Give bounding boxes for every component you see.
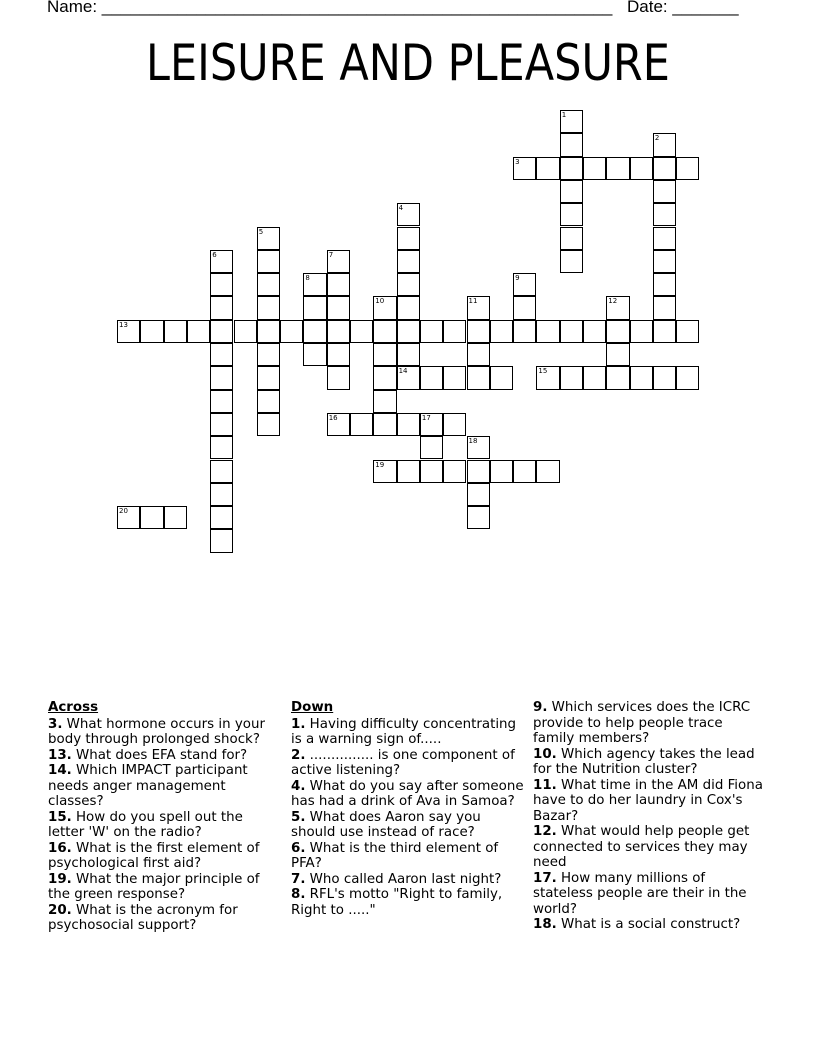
crossword-cell[interactable] [490,366,513,389]
clue-text: What does EFA stand for? [71,747,248,763]
clue-item [291,717,526,748]
crossword-cell[interactable] [606,296,629,319]
across-heading: Across [48,700,99,715]
clue-number: 7. [291,871,306,887]
crossword-cell[interactable] [560,320,583,343]
crossword-cell[interactable] [373,343,396,366]
clue-number-label: 15 [538,367,548,376]
crossword-cell[interactable] [560,157,583,180]
clue-text: What do you say after someone has had a drink of Ava in Samoa? [291,778,524,809]
clue-number: 16. [48,840,72,856]
crossword-cell[interactable] [140,320,163,343]
crossword-cell[interactable] [420,413,443,436]
clue-item [291,810,526,841]
crossword-cell[interactable] [397,320,420,343]
crossword-cell[interactable] [303,320,326,343]
clue-text: What is the acronym for psychosocial support? [48,902,238,933]
crossword-cell[interactable] [397,413,420,436]
crossword-cell[interactable] [234,320,257,343]
crossword-cell[interactable] [630,157,653,180]
crossword-cell[interactable] [397,227,420,250]
clue-number-label: 8 [305,274,310,283]
crossword-cell[interactable] [676,157,699,180]
crossword-cell[interactable] [210,320,233,343]
page-title: LEISURE AND PLEASURE [146,34,670,92]
clue-number-label: 17 [421,413,431,422]
clue-text: How many millions of stateless people are their in the world? [533,870,747,917]
crossword-cell[interactable] [327,320,350,343]
clue-number-label: 11 [468,297,478,306]
crossword-cell[interactable] [583,157,606,180]
crossword-cell[interactable] [653,296,676,319]
clue-number: 1. [291,716,306,732]
crossword-cell[interactable] [257,343,280,366]
crossword-cell[interactable] [560,133,583,156]
crossword-cell[interactable] [676,320,699,343]
clue-text: How do you spell out the letter 'W' on the radio? [48,809,243,840]
crossword-cell[interactable] [606,366,629,389]
crossword-cell[interactable] [467,436,490,459]
clue-item [48,841,283,872]
clue-text: What is the first element of psychological first aid? [48,840,260,871]
crossword-cell[interactable] [164,320,187,343]
crossword-cell[interactable] [373,460,396,483]
crossword-cell[interactable] [257,227,280,250]
clue-text: What is a social construct? [556,917,741,932]
crossword-cell[interactable] [303,343,326,366]
crossword-cell[interactable] [373,320,396,343]
clue-item [48,763,283,810]
crossword-cell[interactable] [560,203,583,226]
clue-number: 3. [48,716,63,732]
clue-text: What the major principle of the green response? [48,871,260,902]
clue-item [48,717,283,748]
crossword-cell[interactable] [373,366,396,389]
crossword-cell[interactable] [210,483,233,506]
down-clues-continued [533,700,765,933]
clue-number: 20. [48,902,72,918]
crossword-cell[interactable] [257,273,280,296]
clue-text: What would help people get connected to services they may need [533,824,750,870]
crossword-cell[interactable] [536,366,559,389]
crossword-cell[interactable] [490,320,513,343]
clue-item [291,887,526,918]
crossword-cell[interactable] [257,250,280,273]
crossword-cell[interactable] [210,343,233,366]
crossword-cell[interactable] [140,506,163,529]
clue-item [533,778,765,825]
clue-item [48,872,283,903]
clue-item [291,779,526,810]
crossword-cell[interactable] [397,273,420,296]
clue-text: What does Aaron say you should use instead of race? [291,809,481,840]
clue-item [533,824,765,871]
crossword-cell[interactable] [257,296,280,319]
crossword-cell[interactable] [653,133,676,156]
clue-text: RFL's motto "Right to family, Right to ....." [291,887,503,918]
crossword-cell[interactable] [513,296,536,319]
crossword-cell[interactable] [676,366,699,389]
crossword-cell[interactable] [210,436,233,459]
crossword-cell[interactable] [630,366,653,389]
crossword-cell[interactable] [210,529,233,552]
clue-item [533,747,765,778]
crossword-cell[interactable] [187,320,210,343]
clue-item [533,700,765,747]
crossword-cell[interactable] [210,366,233,389]
crossword-cell[interactable] [513,273,536,296]
crossword-cell[interactable] [327,343,350,366]
clue-item [291,841,526,872]
clue-number-label: 3 [515,157,520,166]
clue-number: 10. [533,746,557,762]
crossword-cell[interactable] [210,460,233,483]
clue-number-label: 20 [119,507,128,516]
crossword-cell[interactable] [467,296,490,319]
crossword-cell[interactable] [560,227,583,250]
clue-item [533,871,765,918]
crossword-cell[interactable] [350,320,373,343]
clue-text: Which services does the ICRC provide to help people trace family members? [533,700,751,746]
crossword-cell[interactable] [630,320,653,343]
crossword-cell[interactable] [373,390,396,413]
crossword-cell[interactable] [653,273,676,296]
clue-text: Which agency takes the lead for the Nutrition cluster? [533,746,755,777]
crossword-cell[interactable] [210,296,233,319]
clue-text: What is the third element of PFA? [291,840,499,871]
crossword-cell[interactable] [467,506,490,529]
crossword-cell[interactable] [443,413,466,436]
clue-item [533,917,765,933]
clue-number: 9. [533,700,548,715]
clue-number: 5. [291,809,306,825]
crossword-cell[interactable] [327,273,350,296]
clue-number: 12. [533,824,557,839]
crossword-cell[interactable] [536,320,559,343]
crossword-cell[interactable] [467,483,490,506]
crossword-cell[interactable] [397,366,420,389]
clue-number: 18. [533,917,557,932]
clue-number-label: 5 [258,227,264,236]
crossword-cell[interactable] [583,366,606,389]
crossword-cell[interactable] [653,320,676,343]
crossword-cell[interactable] [397,460,420,483]
crossword-cell[interactable] [420,320,443,343]
clue-text: What time in the AM did Fiona have to do her laundry in Cox's Bazar? [533,777,763,824]
crossword-cell[interactable] [467,320,490,343]
clue-number-label: 16 [328,413,338,422]
clue-text: What hormone occurs in your body through prolonged shock? [48,716,265,747]
across-clues [48,700,283,934]
crossword-cell[interactable] [443,320,466,343]
clue-number-label: 2 [654,134,660,143]
crossword-cell[interactable] [420,436,443,459]
crossword-cell[interactable] [583,320,606,343]
crossword-cell[interactable] [257,413,280,436]
name-field-label[interactable]: Name: ______________________________________________________ [47,0,613,16]
crossword-cell[interactable] [350,413,373,436]
date-field-label[interactable]: Date: _______ [627,0,739,16]
clue-number-label: 19 [375,460,385,469]
crossword-cell[interactable] [606,157,629,180]
crossword-cell[interactable] [653,203,676,226]
clue-item [48,903,283,934]
crossword-cell[interactable] [397,250,420,273]
crossword-cell[interactable] [606,320,629,343]
crossword-cell[interactable] [303,273,326,296]
crossword-cell[interactable] [420,460,443,483]
crossword-cell[interactable] [210,506,233,529]
crossword-cell[interactable] [210,273,233,296]
crossword-cell[interactable] [210,413,233,436]
clue-number-label: 13 [119,320,128,329]
crossword-cell[interactable] [560,110,583,133]
clue-item [48,748,283,764]
clue-text: ............... is one component of active listening? [291,747,515,778]
crossword-cell[interactable] [327,250,350,273]
crossword-cell[interactable] [327,413,350,436]
crossword-cell[interactable] [257,390,280,413]
clue-number: 11. [533,777,557,793]
clue-item [48,810,283,841]
crossword-cell[interactable] [536,460,559,483]
crossword-cell[interactable] [467,366,490,389]
crossword-cell[interactable] [164,506,187,529]
clue-number: 14. [48,763,72,778]
clue-text: Who called Aaron last night? [305,871,502,887]
crossword-cell[interactable] [373,413,396,436]
crossword-cell[interactable] [443,460,466,483]
crossword-cell[interactable] [397,296,420,319]
crossword-cell[interactable] [653,157,676,180]
crossword-cell[interactable] [536,157,559,180]
crossword-cell[interactable] [653,366,676,389]
crossword-cell[interactable] [210,390,233,413]
crossword-cell[interactable] [373,296,396,319]
clue-item [291,748,526,779]
crossword-cell[interactable] [303,296,326,319]
clue-number: 2. [291,747,306,763]
clue-number: 17. [533,870,557,886]
crossword-cell[interactable] [513,460,536,483]
crossword-cell[interactable] [653,227,676,250]
clue-number: 8. [291,887,306,902]
clue-number-label: 7 [328,250,334,259]
crossword-cell[interactable] [560,180,583,203]
clue-item [291,872,526,888]
clue-number: 13. [48,747,72,763]
clue-number-label: 12 [608,297,618,306]
clue-number: 15. [48,809,72,825]
crossword-cell[interactable] [606,343,629,366]
clue-number-label: 10 [375,297,385,306]
crossword-cell[interactable] [210,250,233,273]
crossword-cell[interactable] [513,320,536,343]
crossword-cell[interactable] [467,460,490,483]
crossword-cell[interactable] [327,366,350,389]
clue-number-label: 6 [212,250,217,259]
clue-number-label: 18 [468,437,478,446]
clue-number: 19. [48,871,72,887]
clue-text: Having difficulty concentrating is a warning sign of..... [291,716,517,747]
crossword-cell[interactable] [280,320,303,343]
crossword-cell[interactable] [443,366,466,389]
clue-number-label: 14 [398,367,408,376]
clue-number-label: 4 [398,204,404,213]
crossword-cell[interactable] [117,320,140,343]
clue-text: Which IMPACT participant needs anger management classes? [48,763,248,809]
crossword-cell[interactable] [467,343,490,366]
clue-number: 6. [291,840,306,856]
crossword-cell[interactable] [560,366,583,389]
crossword-cell[interactable] [327,296,350,319]
clue-number-label: 1 [561,111,567,119]
crossword-cell[interactable] [653,250,676,273]
crossword-cell[interactable] [257,366,280,389]
crossword-cell[interactable] [397,203,420,226]
down-heading: Down [291,700,334,715]
crossword-cell[interactable] [117,506,140,529]
down-clues [291,700,526,918]
crossword-cell[interactable] [257,320,280,343]
clue-number: 4. [291,778,306,794]
crossword-cell[interactable] [420,366,443,389]
crossword-cell[interactable] [397,343,420,366]
crossword-cell[interactable] [653,180,676,203]
crossword-cell[interactable] [513,157,536,180]
crossword-cell[interactable] [560,250,583,273]
crossword-cell[interactable] [490,460,513,483]
clue-number-label: 9 [515,274,520,283]
